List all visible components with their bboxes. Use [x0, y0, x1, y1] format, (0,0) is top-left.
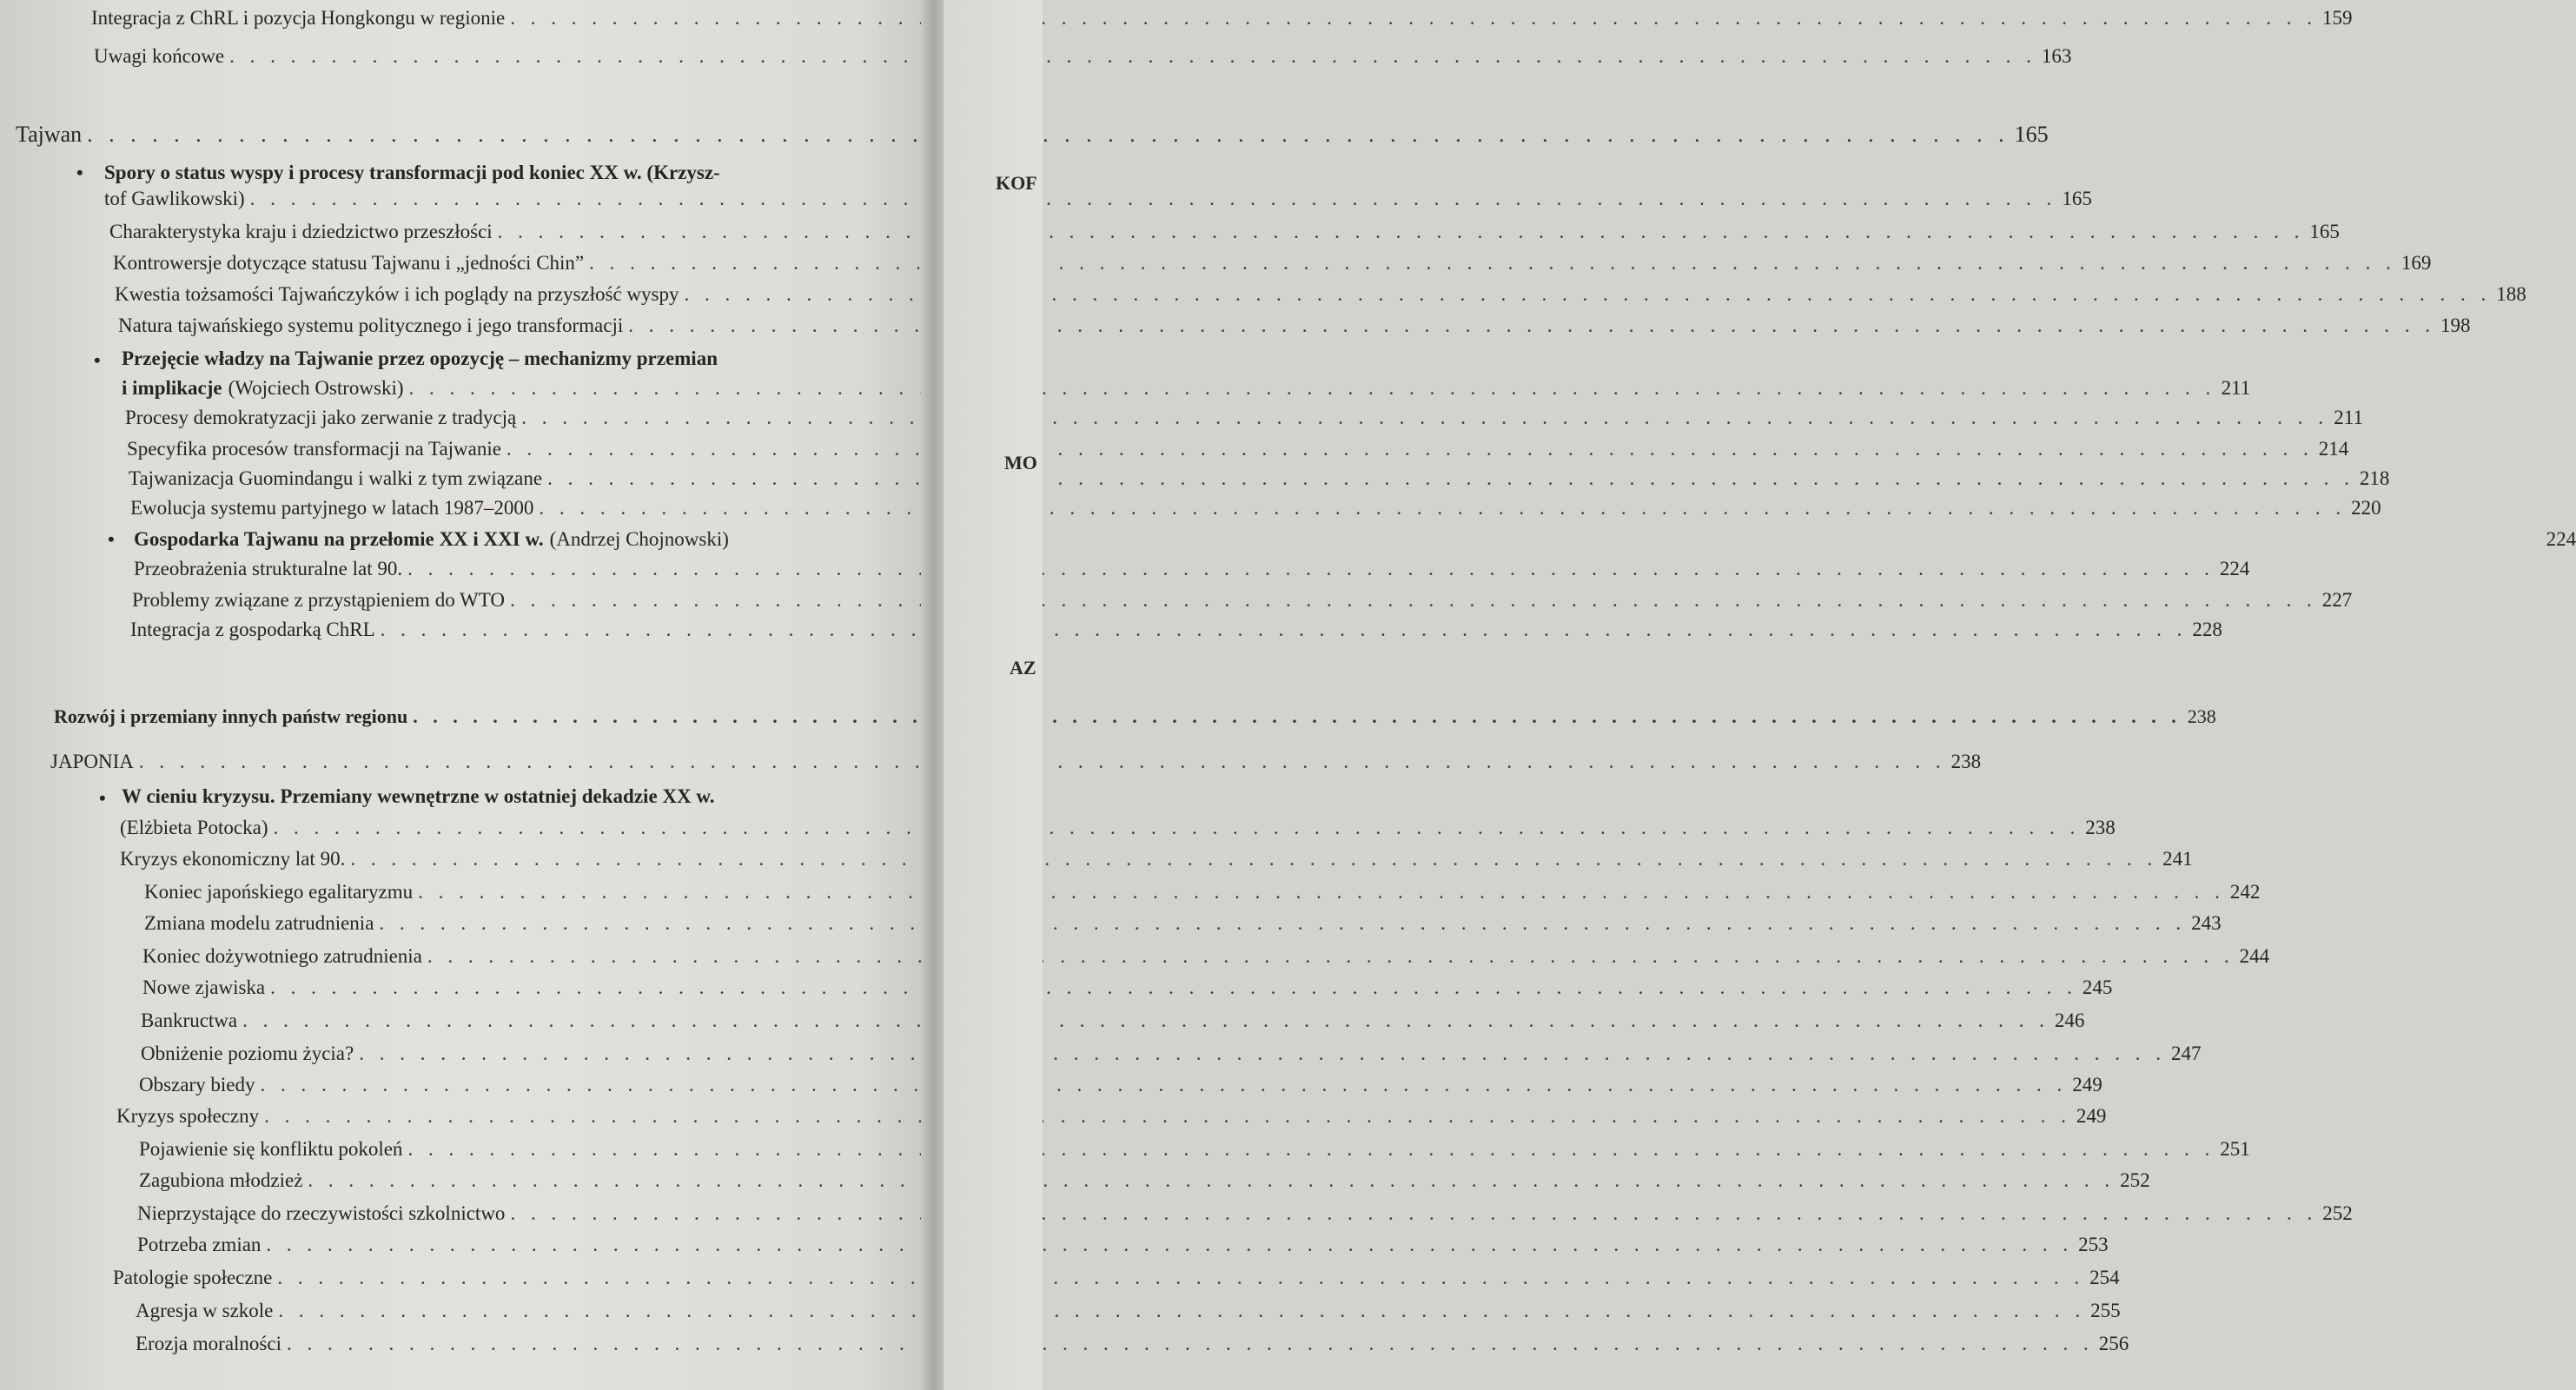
- entry-title: Ewolucja systemu partyjnego w latach 1987–2000: [130, 497, 534, 519]
- dot-leader: [521, 405, 2328, 431]
- dot-leader: [427, 943, 2235, 970]
- toc-entry: [125, 405, 2363, 431]
- entry-title: Agresja w szkole: [136, 1300, 274, 1321]
- entry-title: tof Gawlikowski): [104, 188, 245, 209]
- dot-leader: [379, 910, 2186, 937]
- toc-entry: [109, 219, 2340, 245]
- page-number: 159: [2322, 7, 2353, 29]
- page-number: 245: [2082, 976, 2113, 998]
- dot-leader: [229, 43, 2036, 70]
- page-number: 165: [2062, 188, 2092, 209]
- toc-entry: [134, 556, 2250, 582]
- page-number: 169: [2401, 252, 2432, 274]
- toc-entry: [113, 1265, 2120, 1291]
- toc-entry: [127, 436, 2349, 462]
- dot-leader: [507, 436, 2314, 462]
- dot-leader: [539, 495, 2346, 521]
- toc-entry: [137, 1232, 2109, 1258]
- facing-page-fragment: AZ: [1010, 657, 1036, 678]
- entry-title: Gospodarka Tajwanu na przełomie XX i XXI w.: [134, 528, 544, 550]
- toc-entry: [137, 1201, 2353, 1227]
- entry-title: Obszary biedy: [139, 1074, 255, 1095]
- dot-leader: [409, 375, 2216, 401]
- page-number: 242: [2229, 881, 2261, 903]
- dot-leader: [87, 122, 2010, 148]
- entry-title: (Elżbieta Potocka): [120, 817, 268, 838]
- entry-title: Kryzys ekonomiczny lat 90.: [120, 848, 346, 870]
- toc-entry: [115, 281, 2526, 308]
- dot-leader: [261, 1072, 2068, 1098]
- page-number: 256: [2098, 1333, 2129, 1354]
- toc-section: [50, 749, 1982, 775]
- page-number: 227: [2321, 589, 2353, 611]
- dot-leader: [381, 617, 2188, 643]
- toc-entry: [136, 1298, 2121, 1324]
- dot-leader: [510, 1201, 2317, 1227]
- entry-title: Charakterystyka kraju i dziedzictwo przeszłości: [109, 221, 493, 242]
- dot-leader: [350, 846, 2157, 872]
- chapter-title-line1: W cieniu kryzysu. Przemiany wewnętrzne w ostatniej dekadzie XX w.: [122, 785, 715, 807]
- toc-entry: [134, 526, 2576, 553]
- page-number: 214: [2318, 438, 2349, 460]
- facing-page-fragment: KOF: [996, 172, 1037, 194]
- page-number: 211: [2334, 407, 2363, 428]
- entry-author: (Andrzej Chojnowski): [549, 528, 729, 550]
- entry-title: Kontrowersje dotyczące statusu Tajwanu i „jedności Chin”: [113, 252, 585, 274]
- page-number: 238: [2085, 817, 2116, 838]
- dot-leader: [266, 1232, 2073, 1258]
- toc-entry: [113, 250, 2432, 276]
- entry-title: Koniec japońskiego egalitaryzmu: [144, 881, 414, 903]
- page-number: 252: [2322, 1202, 2353, 1224]
- entry-title: Nowe zjawiska: [142, 976, 266, 998]
- bullet-icon: •: [76, 162, 83, 183]
- page-number: 247: [2170, 1042, 2202, 1064]
- toc-entry: [129, 466, 2390, 492]
- page-number: 241: [2162, 848, 2193, 870]
- toc-entry: [94, 43, 2072, 70]
- toc-entry: [142, 975, 2113, 1001]
- dot-leader: [628, 313, 2435, 339]
- entry-title: Zagubiona młodzież: [139, 1169, 303, 1191]
- page-number: 228: [2192, 619, 2222, 640]
- dot-leader: [270, 975, 2077, 1001]
- toc-entry: [139, 1072, 2103, 1098]
- toc-entry: [104, 186, 2092, 212]
- bullet-icon: •: [99, 787, 106, 809]
- facing-page-fragment: MO: [1004, 452, 1037, 473]
- section-title: JAPONIA: [50, 751, 134, 772]
- toc-entry: [142, 943, 2270, 970]
- dot-leader: [287, 1331, 2094, 1357]
- dot-leader: [510, 5, 2317, 31]
- toc-entry: [144, 910, 2222, 937]
- toc-entry: [139, 1168, 2150, 1194]
- dot-leader: [413, 704, 2182, 730]
- dot-leader: [589, 250, 2396, 276]
- entry-title: Erozja moralności: [136, 1333, 281, 1354]
- toc-entry: [139, 1136, 2250, 1162]
- toc-entry: [130, 495, 2381, 521]
- toc-entry: [144, 879, 2261, 905]
- entry-author: (Wojciech Ostrowski): [228, 377, 404, 399]
- dot-leader: [278, 1298, 2085, 1324]
- dot-leader: [264, 1103, 2071, 1129]
- entry-title: Problemy związane z przystąpieniem do WTO: [132, 589, 505, 611]
- bullet-icon: •: [108, 528, 115, 550]
- entry-title: Nieprzystające do rzeczywistości szkolnictwo: [137, 1202, 506, 1224]
- dot-leader: [274, 815, 2081, 841]
- page-number: 165: [2014, 122, 2049, 147]
- entry-title: Pojawienie się konfliktu pokoleń: [139, 1138, 403, 1160]
- page-number: 255: [2090, 1300, 2121, 1321]
- entry-title: Koniec dożywotniego zatrudnienia: [142, 945, 422, 967]
- toc-section: [16, 122, 2049, 148]
- toc-section: [54, 704, 2216, 730]
- page-number: 249: [2072, 1074, 2103, 1095]
- entry-title: i implikacje: [122, 377, 222, 399]
- dot-leader: [407, 1136, 2215, 1162]
- toc-entry: [120, 815, 2116, 841]
- entry-title: Patologie społeczne: [113, 1267, 273, 1288]
- section-title: Rozwój i przemiany innych państw regionu: [54, 705, 408, 727]
- dot-leader: [250, 186, 2057, 212]
- dot-leader: [359, 1041, 2166, 1067]
- page-number: 163: [2041, 45, 2072, 67]
- entry-title: Natura tajwańskiego systemu politycznego i jego transformacji: [118, 314, 624, 336]
- page-number: 251: [2220, 1138, 2250, 1160]
- toc-entry: [118, 313, 2471, 339]
- toc-entry: [120, 846, 2193, 872]
- entry-title: Zmiana modelu zatrudnienia: [144, 912, 374, 934]
- page-number: 253: [2078, 1234, 2109, 1255]
- page-number: 211: [2221, 377, 2251, 399]
- page-number: 198: [2440, 314, 2471, 336]
- page-number: 254: [2089, 1267, 2120, 1288]
- entry-title: Integracja z gospodarką ChRL: [130, 619, 375, 640]
- toc-entry: [141, 1008, 2085, 1034]
- toc-entry: [141, 1041, 2202, 1067]
- page-number: 224: [2546, 528, 2576, 550]
- page-number: 220: [2351, 497, 2381, 519]
- entry-title: Uwagi końcowe: [94, 45, 225, 67]
- entry-title: Obniżenie poziomu życia?: [141, 1042, 354, 1064]
- page-number: 238: [1950, 751, 1982, 772]
- page-number: 244: [2239, 945, 2270, 967]
- page-number: 165: [2309, 221, 2340, 242]
- page-number: 188: [2496, 283, 2526, 305]
- page-number: 243: [2191, 912, 2222, 934]
- toc-entry: [91, 5, 2353, 31]
- book-gutter: [921, 0, 944, 1390]
- entry-title: Przeobrażenia strukturalne lat 90.: [134, 558, 403, 579]
- entry-title: Procesy demokratyzacji jako zerwanie z tradycją: [125, 407, 517, 428]
- entry-title: Specyfika procesów transformacji na Tajwanie: [127, 438, 501, 460]
- entry-title: Potrzeba zmian: [137, 1234, 262, 1255]
- page-number: 252: [2120, 1169, 2150, 1191]
- page-number: 246: [2054, 1009, 2085, 1031]
- page-number: 249: [2076, 1105, 2107, 1127]
- toc-entry: [116, 1103, 2107, 1129]
- entry-title: Integracja z ChRL i pozycja Hongkongu w regionie: [91, 7, 506, 29]
- toc-entry: [136, 1331, 2129, 1357]
- page-number: 238: [2187, 705, 2216, 727]
- bullet-icon: •: [94, 349, 101, 371]
- page-number: 218: [2359, 467, 2390, 489]
- chapter-title-line1: Spory o status wyspy i procesy transformacji pod koniec XX w. (Krzysz-: [104, 162, 720, 183]
- toc-entry: [122, 375, 2251, 401]
- dot-leader: [547, 466, 2354, 492]
- entry-title: Bankructwa: [141, 1009, 238, 1031]
- dot-leader: [498, 219, 2305, 245]
- toc-entry: [132, 587, 2353, 613]
- dot-leader: [407, 556, 2215, 582]
- entry-title: Tajwanizacja Guomindangu i walki z tym związane: [129, 467, 543, 489]
- facing-page: [944, 0, 1043, 1390]
- section-title: Tajwan: [16, 122, 83, 147]
- dot-leader: [308, 1168, 2115, 1194]
- dot-leader: [418, 879, 2225, 905]
- entry-title: Kwestia tożsamości Tajwańczyków i ich poglądy na przyszłość wyspy: [115, 283, 679, 305]
- chapter-title-line1: Przejęcie władzy na Tajwanie przez opozycję – mechanizmy przemian: [122, 348, 718, 369]
- page-number: 224: [2219, 558, 2250, 579]
- entry-title: Kryzys społeczny: [116, 1105, 260, 1127]
- dot-leader: [277, 1265, 2084, 1291]
- dot-leader: [510, 587, 2317, 613]
- dot-leader: [242, 1008, 2050, 1034]
- toc-entry: [130, 617, 2222, 643]
